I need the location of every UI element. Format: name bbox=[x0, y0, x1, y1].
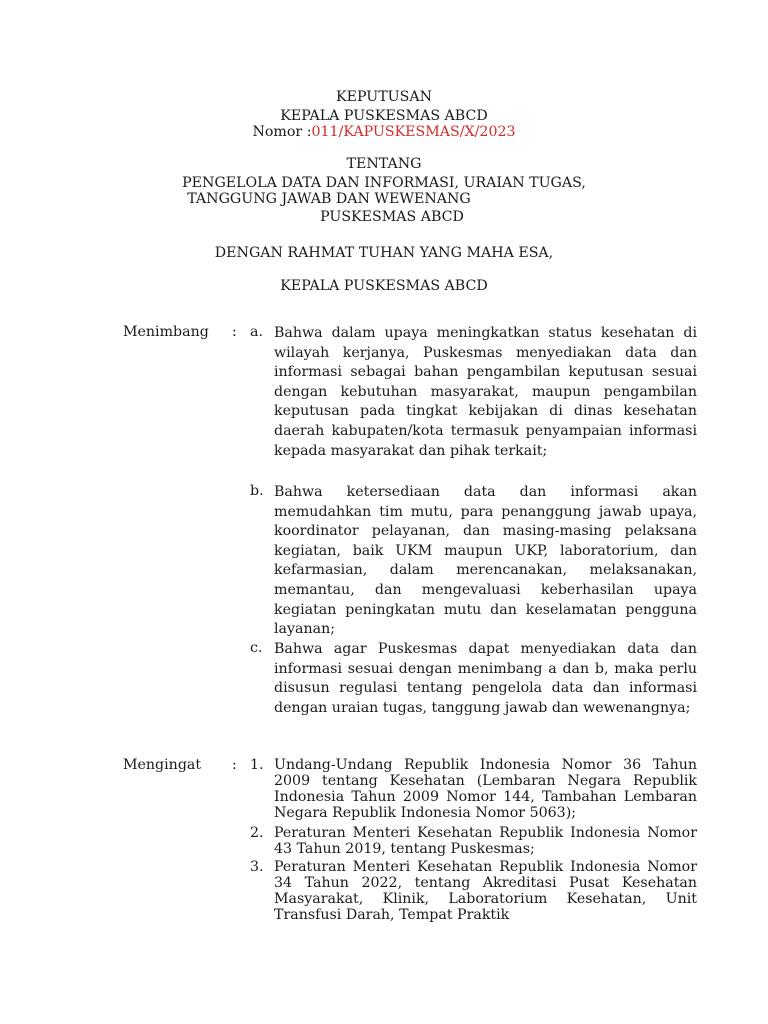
doc-issuer: KEPALA PUSKESMAS ABCD bbox=[280, 108, 488, 124]
doc-number-value: 011/KAPUSKESMAS/X/2023 bbox=[311, 124, 516, 140]
mengingat-item-2: Peraturan Menteri Kesehatan Republik Indonesia Nomor 43 Tahun 2019, tentang Puskesmas; bbox=[274, 825, 697, 857]
subject-line-2: TANGGUNG JAWAB DAN WEWENANG bbox=[187, 191, 471, 207]
menimbang-marker-a: a. bbox=[250, 324, 263, 340]
menimbang-marker-c: c. bbox=[250, 640, 263, 656]
menimbang-label: Menimbang bbox=[123, 324, 209, 340]
menimbang-item-c: Bahwa agar Puskesmas dapat menyediakan data dan informasi sesuai dengan menimbang a dan b, maka perlu disusun regulasi tentang pengelola data dan informasi dengan uraian tugas, tanggung jawab dan wewenangnya; bbox=[274, 641, 697, 716]
mengingat-marker-1: 1. bbox=[250, 757, 264, 773]
rahmat-line: DENGAN RAHMAT TUHAN YANG MAHA ESA, bbox=[214, 245, 554, 261]
mengingat-item-3: Peraturan Menteri Kesehatan Republik Indonesia Nomor 34 Tahun 2022, tentang Akreditasi Pusat Kesehatan Masyarakat, Klinik, Laboratorium Kesehatan, Unit Transfusi Darah, Tempat Praktik bbox=[274, 859, 697, 923]
menimbang-item-a: Bahwa dalam upaya meningkatkan status kesehatan di wilayah kerjanya, Puskesmas menyediakan data dan informasi sebagai bahan pengambilan keputusan sesuai dengan kebutuhan masyarakat, maupun pengambilan keputusan pada tingkat kebijakan di dinas kesehatan daerah kabupaten/kota termasuk penyampaian informasi kepada masyarakat dan pihak terkait; bbox=[274, 325, 697, 459]
mengingat-marker-2: 2. bbox=[250, 825, 264, 841]
mengingat-marker-3: 3. bbox=[250, 859, 264, 875]
menimbang-colon: : bbox=[232, 324, 237, 340]
kepala-line: KEPALA PUSKESMAS ABCD bbox=[280, 278, 488, 294]
mengingat-item-1: Undang-Undang Republik Indonesia Nomor 36 Tahun 2009 tentang Kesehatan (Lembaran Negara Republik Indonesia Tahun 2009 Nomor 144, Tambahan Lembaran Negara Republik Indonesia Nomor 5063); bbox=[274, 757, 697, 821]
menimbang-item-b: Bahwa ketersediaan data dan informasi akan memudahkan tim mutu, para penanggung jawab upaya, koordinator pelayanan, dan masing-masing pelaksana kegiatan, baik UKM maupun UKP, laboratorium, dan kefarmasian, dalam merencanakan, melaksanakan, memantau, dan mengevaluasi keberhasilan upaya kegiatan peningkatan mutu dan keselamatan pengguna layanan; bbox=[274, 484, 697, 638]
menimbang-marker-b: b. bbox=[250, 483, 264, 499]
subject-line-1: PENGELOLA DATA DAN INFORMASI, URAIAN TUGAS, bbox=[182, 175, 586, 191]
mengingat-colon: : bbox=[232, 757, 237, 773]
doc-number bbox=[0, 123, 768, 141]
doc-title: KEPUTUSAN bbox=[335, 89, 432, 105]
subject-line-3: PUSKESMAS ABCD bbox=[320, 209, 464, 225]
doc-number-label: Nomor : bbox=[252, 124, 312, 140]
tentang-heading: TENTANG bbox=[346, 156, 422, 172]
mengingat-label: Mengingat bbox=[123, 757, 202, 773]
